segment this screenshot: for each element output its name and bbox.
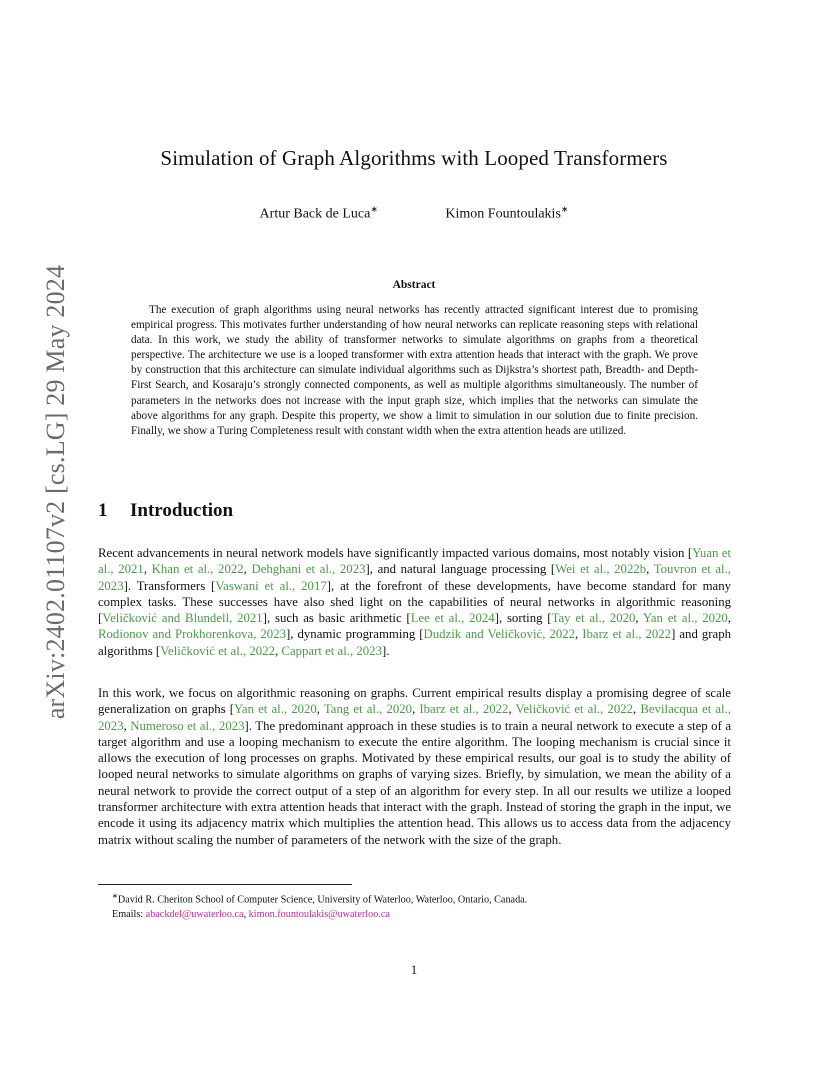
- abstract-text: The execution of graph algorithms using neural networks has recently attracted significant interest due to promising empirical progress. This motivates further understanding of how neural networks can replicate reasoning steps with relational data. In this work, we study the ability of transformer networks to simulate algorithms on graphs from a theoretical perspective. The architecture we use is a looped transformer with extra attention heads that interact with the graph. We prove by construction that this architecture can simulate individual algorithms such as Dijkstra’s shortest path, Breadth- and Depth-First Search, and Kosaraju’s strongly connected components, as well as multiple algorithms simultaneously. The number of parameters in the networks does not increase with the input graph size, which implies that the networks can simulate the above algorithms for any graph. Despite this property, we show a limit to simulation in our solution due to finite precision. Finally, we show a Turing Completeness result with constant width when the extra attention heads are utilized.: [131, 304, 698, 437]
- citation-link[interactable]: Khan et al., 2022: [151, 562, 244, 577]
- citation-link[interactable]: Yan et al., 2020: [233, 702, 317, 717]
- citation-link[interactable]: Veličković et al., 2022: [515, 702, 634, 717]
- author-1-name: Artur Back de Luca: [259, 206, 371, 222]
- citation-link[interactable]: Tay et al., 2020: [551, 611, 636, 626]
- email-link[interactable]: kimon.fountoulakis@uwaterloo.ca: [248, 908, 390, 920]
- paragraph-text: ], and natural language processing [: [365, 562, 556, 577]
- paragraph-text: ,: [412, 702, 420, 717]
- paragraph-text: ,: [316, 702, 324, 717]
- paragraph-text: ]. Transformers [: [123, 578, 216, 593]
- footnote-affiliation-line: [112, 889, 732, 908]
- citation-link[interactable]: Lee et al., 2024: [410, 611, 495, 626]
- paragraph-text: ,: [123, 718, 131, 733]
- paragraph-text: ], at the forefront of these developments, have become standard for many complex tasks. These successes have also shed light on the capabilities of neural networks in algorithmic reasoning [: [98, 578, 731, 626]
- citation-link[interactable]: Numeroso et al., 2023: [130, 718, 245, 733]
- author-2-name: Kimon Fountoulakis: [445, 206, 561, 222]
- paper-title: Simulation of Graph Algorithms with Looped Transformers: [160, 146, 668, 170]
- paragraph-text: ,: [243, 562, 252, 577]
- paragraph-text: ,: [275, 643, 282, 658]
- paragraph-text: ,: [633, 702, 641, 717]
- arxiv-identifier-text: arXiv:2402.01107v2 [cs.LG] 29 May 2024: [41, 264, 70, 720]
- author-2: [445, 204, 568, 223]
- intro-paragraph-1: [98, 545, 731, 659]
- citation-link[interactable]: Veličković et al., 2022: [160, 643, 275, 658]
- paragraph-text: ,: [508, 702, 516, 717]
- citation-link[interactable]: Cappart et al., 2023: [281, 643, 382, 658]
- paragraph-text: Recent advancements in neural network models have significantly impacted various domains, most notably vision [: [98, 546, 693, 560]
- paragraph-text: ,: [635, 611, 643, 626]
- footnote-mark: ∗: [112, 892, 118, 900]
- paragraph-text: ], dynamic programming [: [286, 627, 424, 642]
- paragraph-text: ,: [575, 627, 583, 642]
- email-separator: ,: [243, 908, 249, 920]
- author-1: [260, 204, 378, 223]
- footnote-emails-line: [112, 908, 732, 923]
- citation-link[interactable]: Yuan et al., 2021: [98, 546, 731, 577]
- citation-link[interactable]: Dehghani et al., 2023: [251, 562, 366, 577]
- citation-link[interactable]: Veličković and Blundell, 2021: [102, 611, 263, 626]
- citation-link[interactable]: Ibarz et al., 2022: [419, 702, 509, 717]
- footnote: [112, 889, 732, 922]
- paragraph-text: ]. The predominant approach in these studies is to train a neural network to execute a step of a target algorithm and use a looping mechanism to execute the entire algorithm. The looping mechanism is crucial since it allows the execution of long processes on graphs. Motivated by these empirical results, our goal is to study the ability of looped neural networks to simulate algorithms on graphs of varying sizes. Briefly, by simulation, we mean the ability of a neural network to provide the correct output of a step of an algorithm for every step. In all our results we utilize a looped transformer architecture with extra attention heads that interact with the graph. Instead of storing the graph in the input, we encode it using its adjacency matrix which multiplies the attention head. This allows us to access data from the adjacency matrix without scaling the number of parameters of the network with the size of the graph.: [98, 718, 731, 847]
- paragraph-text: ], sorting [: [494, 611, 552, 626]
- page-number: 1: [410, 963, 418, 977]
- footnote-divider: [98, 884, 352, 885]
- citation-link[interactable]: Touvron et al., 2023: [98, 562, 731, 593]
- abstract-heading: Abstract: [392, 279, 436, 291]
- paragraph-text: ,: [143, 562, 152, 577]
- section-heading-introduction: [98, 500, 233, 522]
- citation-link[interactable]: Rodionov and Prokhorenkova, 2023: [98, 627, 287, 642]
- author-1-footnote-mark: ∗: [370, 204, 378, 214]
- citation-link[interactable]: Bevilacqua et al., 2023: [98, 702, 731, 733]
- author-2-footnote-mark: ∗: [560, 204, 569, 214]
- author-list: [0, 204, 828, 223]
- paragraph-text: ], such as basic arithmetic [: [262, 611, 411, 626]
- email-link[interactable]: abackdel@uwaterloo.ca: [145, 908, 244, 920]
- emails-label: Emails:: [112, 908, 146, 920]
- citation-link[interactable]: Yan et al., 2020: [642, 611, 728, 626]
- intro-paragraph-2: [98, 685, 731, 848]
- citation-link[interactable]: Wei et al., 2022b: [555, 562, 647, 577]
- paragraph-text: ,: [646, 562, 654, 577]
- citation-link[interactable]: Vaswani et al., 2017: [215, 578, 327, 593]
- paragraph-text: ] and graph algorithms [: [98, 627, 731, 658]
- citation-link[interactable]: Tang et al., 2020: [323, 702, 413, 717]
- citation-link[interactable]: Ibarz et al., 2022: [582, 627, 672, 642]
- paragraph-text: ].: [381, 643, 390, 658]
- section-number: 1: [98, 500, 108, 521]
- paragraph-text: ,: [727, 611, 731, 626]
- footnote-affiliation: David R. Cheriton School of Computer Science, University of Waterloo, Waterloo, Ontario, Canada.: [117, 894, 528, 906]
- section-title: Introduction: [130, 500, 234, 521]
- citation-link[interactable]: Dudzik and Veličković, 2022: [423, 627, 576, 642]
- paragraph-text: In this work, we focus on algorithmic reasoning on graphs. Current empirical results display a promising degree of scale generalization on graphs [: [98, 686, 731, 717]
